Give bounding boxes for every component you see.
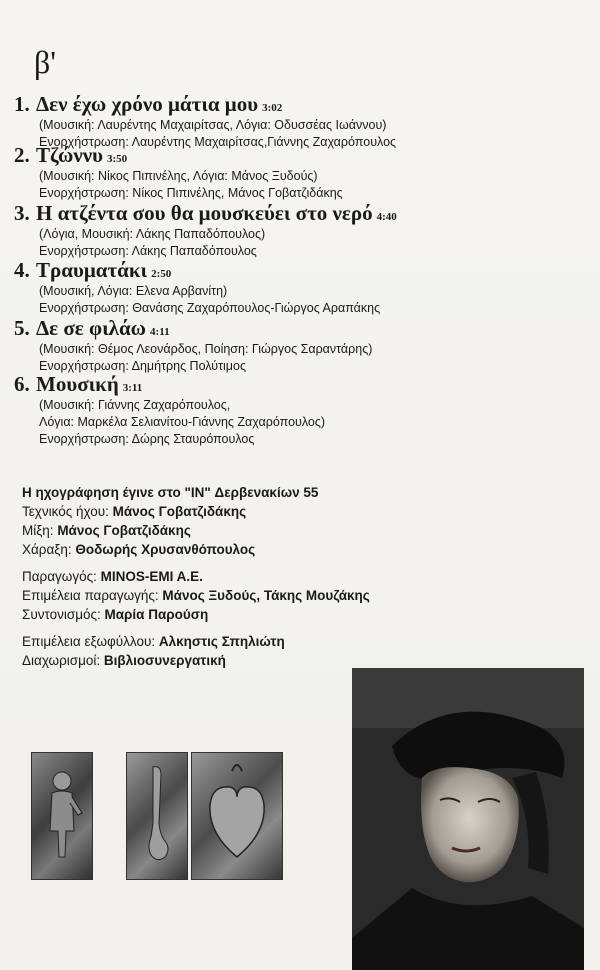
cover-label: Επιμέλεια εξωφύλλου: bbox=[22, 634, 159, 649]
track-arrangement: Ενορχήστρωση: Λάκης Παπαδόπουλος bbox=[39, 244, 257, 258]
votive-tile-figure bbox=[31, 752, 93, 880]
track-credits: (Μουσική: Λαυρέντης Μαχαιρίτσας, Λόγια: Οδυσσέας Ιωάννου) bbox=[39, 118, 387, 132]
track-duration: 3:11 bbox=[122, 382, 143, 394]
track-duration: 2:50 bbox=[151, 268, 172, 280]
separations-label: Διαχωρισμοί: bbox=[22, 653, 104, 668]
coordination-label: Συντονισμός: bbox=[22, 607, 105, 622]
portrait-image bbox=[352, 668, 584, 970]
track-duration: 3:02 bbox=[262, 102, 283, 114]
track-arrangement: Ενορχήστρωση: Δώρης Σταυρόπουλος bbox=[39, 432, 255, 446]
separations-name: Βιβλιοσυνεργατική bbox=[103, 653, 226, 668]
track-item bbox=[14, 201, 397, 260]
recording-studio: Η ηχογράφηση έγινε στο "IN" Δερβενακίων 55 bbox=[22, 485, 319, 500]
track-credits: (Μουσική: Θέμος Λεονάρδος, Ποίηση: Γιώργος Σαραντάρης) bbox=[39, 342, 373, 356]
track-title: Τραυματάκι bbox=[36, 258, 148, 282]
cutting-name: Θοδωρής Χρυσανθόπουλος bbox=[75, 542, 256, 557]
track-number: 3. bbox=[14, 201, 30, 225]
track-arrangement: Ενορχήστρωση: Δημήτρης Πολύτιμος bbox=[39, 359, 246, 373]
track-number: 2. bbox=[14, 143, 30, 167]
track-number: 4. bbox=[14, 258, 30, 282]
track-duration: 4:11 bbox=[150, 326, 170, 338]
engineer-name: Μάνος Γοβατζιδάκης bbox=[112, 504, 247, 519]
track-arrangement: Ενορχήστρωση: Θανάσης Ζαχαρόπουλος-Γιώργος Αραπάκης bbox=[39, 301, 381, 315]
track-title: Δεν έχω χρόνο μάτια μου bbox=[36, 92, 259, 116]
credits-cover bbox=[22, 632, 285, 670]
votive-tile-heart bbox=[191, 752, 283, 880]
side-label: β' bbox=[34, 44, 57, 80]
track-arrangement: Ενορχήστρωση: Νίκος Πιπινέλης, Μάνος Γοβατζιδάκης bbox=[39, 186, 343, 200]
track-title: Δε σε φιλάω bbox=[36, 316, 147, 340]
heart-icon bbox=[192, 753, 282, 879]
production-supervision-names: Μάνος Ξυδούς, Τάκης Μουζάκης bbox=[162, 588, 370, 603]
track-item bbox=[14, 143, 343, 202]
credits-production bbox=[22, 567, 370, 624]
producer-name: MINOS-EMI A.E. bbox=[100, 569, 203, 584]
track-title: Τζώννυ bbox=[36, 143, 103, 167]
mix-label: Μίξη: bbox=[22, 523, 58, 538]
figure-icon bbox=[32, 753, 92, 879]
votive-tile-arm bbox=[126, 752, 188, 880]
track-credits: (Μουσική: Νίκος Πιπινέλης, Λόγια: Μάνος Ξυδούς) bbox=[39, 169, 318, 183]
cover-name: Αλκηστις Σπηλιώτη bbox=[158, 634, 285, 649]
producer-label: Παραγωγός: bbox=[22, 569, 101, 584]
track-title: Η ατζέντα σου θα μουσκεύει στο νερό bbox=[36, 201, 373, 225]
engineer-label: Τεχνικός ήχου: bbox=[22, 504, 113, 519]
track-credits: (Μουσική: Γιάννης Ζαχαρόπουλος, bbox=[39, 398, 231, 412]
track-credits-continued: Λόγια: Μαρκέλα Σελιανίτου-Γιάννης Ζαχαρόπουλος) bbox=[39, 415, 326, 429]
track-credits: (Μουσική, Λόγια: Ελενα Αρβανίτη) bbox=[39, 284, 228, 298]
credits-recording bbox=[22, 483, 318, 559]
track-duration: 3:50 bbox=[106, 153, 128, 165]
coordination-name: Μαρία Παρούση bbox=[104, 607, 209, 622]
track-title: Μουσική bbox=[36, 372, 119, 396]
track-arrangement: Ενορχήστρωση: Λαυρέντης Μαχαιρίτσας,Γιάννης Ζαχαρόπουλος bbox=[39, 135, 397, 149]
arm-icon bbox=[127, 753, 187, 879]
track-item bbox=[14, 258, 380, 317]
track-number: 1. bbox=[14, 92, 30, 116]
artist-portrait bbox=[352, 668, 584, 970]
track-credits: (Λόγια, Μουσική: Λάκης Παπαδόπουλος) bbox=[39, 227, 266, 241]
track-number: 6. bbox=[14, 372, 30, 396]
track-item bbox=[14, 316, 372, 375]
mix-name: Μάνος Γοβατζιδάκης bbox=[57, 523, 191, 538]
track-duration: 4:40 bbox=[376, 211, 397, 223]
cutting-label: Χάραξη: bbox=[22, 542, 76, 557]
track-item bbox=[14, 372, 325, 448]
track-number: 5. bbox=[14, 316, 30, 340]
production-supervision-label: Επιμέλεια παραγωγής: bbox=[22, 588, 163, 603]
